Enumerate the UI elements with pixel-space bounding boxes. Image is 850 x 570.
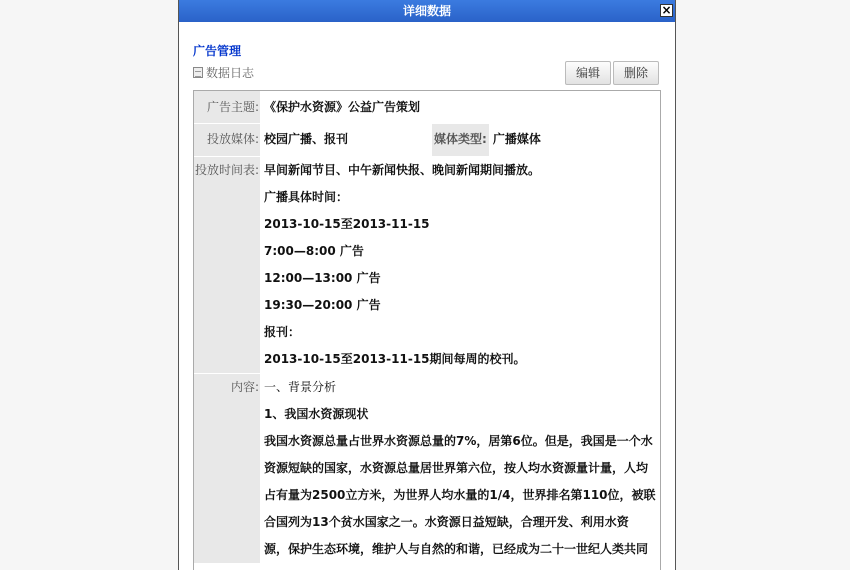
schedule-line: 2013-10-15至2013-11-15期间每周的校刊。 (264, 352, 526, 366)
content-line: 占有量为2500立方米，为世界人均水量的1/4，世界排名第110位，被联 (264, 488, 656, 502)
data-log-link[interactable] (193, 64, 254, 81)
content-line: 1、我国水资源现状 (264, 407, 369, 421)
content-line: 我国水资源总量占世界水资源总量的7%，居第6位。但是，我国是一个水 (264, 434, 653, 448)
schedule-line: 19:30—20:00 广告 (264, 298, 381, 312)
content-line: 资源短缺的国家，水资源总量居世界第六位，按人均水资源量计量，人均 (264, 461, 649, 475)
content-label: 内容: (194, 373, 260, 563)
media-value-group (260, 123, 660, 156)
schedule-line: 早间新闻节目、中午新闻快报、晚间新闻期间播放。 (264, 163, 541, 177)
content-line: 源，保护生态环境，维护人与自然的和谐，已经成为二十一世纪人类共同 (264, 542, 649, 556)
schedule-row (194, 156, 660, 373)
theme-label: 广告主题: (194, 91, 260, 123)
schedule-label: 投放时间表: (194, 156, 260, 373)
schedule-line: 2013-10-15至2013-11-15 (264, 217, 430, 231)
module-title: 广告管理 (193, 44, 242, 58)
schedule-line: 12:00—13:00 广告 (264, 271, 381, 285)
theme-row (194, 91, 660, 123)
content-line: 一、背景分析 (264, 380, 337, 394)
detail-content (193, 90, 661, 570)
media-row (194, 123, 660, 156)
theme-value: 《保护水资源》公益广告策划 (264, 100, 421, 114)
document-icon (193, 67, 203, 78)
schedule-line: 广播具体时间： (264, 190, 349, 204)
content-line: 合国列为13个贫水国家之一。水资源日益短缺，合理开发、利用水资 (264, 515, 629, 529)
dialog-titlebar (179, 0, 675, 22)
content-lines (260, 373, 660, 563)
dialog-title: 详细数据 (402, 4, 451, 18)
close-icon[interactable]: × (661, 3, 672, 17)
detail-dialog (178, 0, 676, 570)
media-value: 校园广播、报刊 (264, 132, 349, 146)
media-label: 投放媒体: (194, 123, 260, 156)
media-type-value: 广播媒体 (492, 132, 541, 146)
schedule-lines (260, 156, 660, 373)
edit-button[interactable]: 编辑 (565, 61, 611, 85)
data-log-label: 数据日志 (206, 66, 255, 80)
schedule-line: 7:00—8:00 广告 (264, 244, 364, 258)
schedule-line: 报刊： (264, 325, 301, 339)
media-type-label: 媒体类型: (432, 124, 489, 156)
content-row (194, 373, 660, 563)
delete-button[interactable]: 删除 (613, 61, 659, 85)
